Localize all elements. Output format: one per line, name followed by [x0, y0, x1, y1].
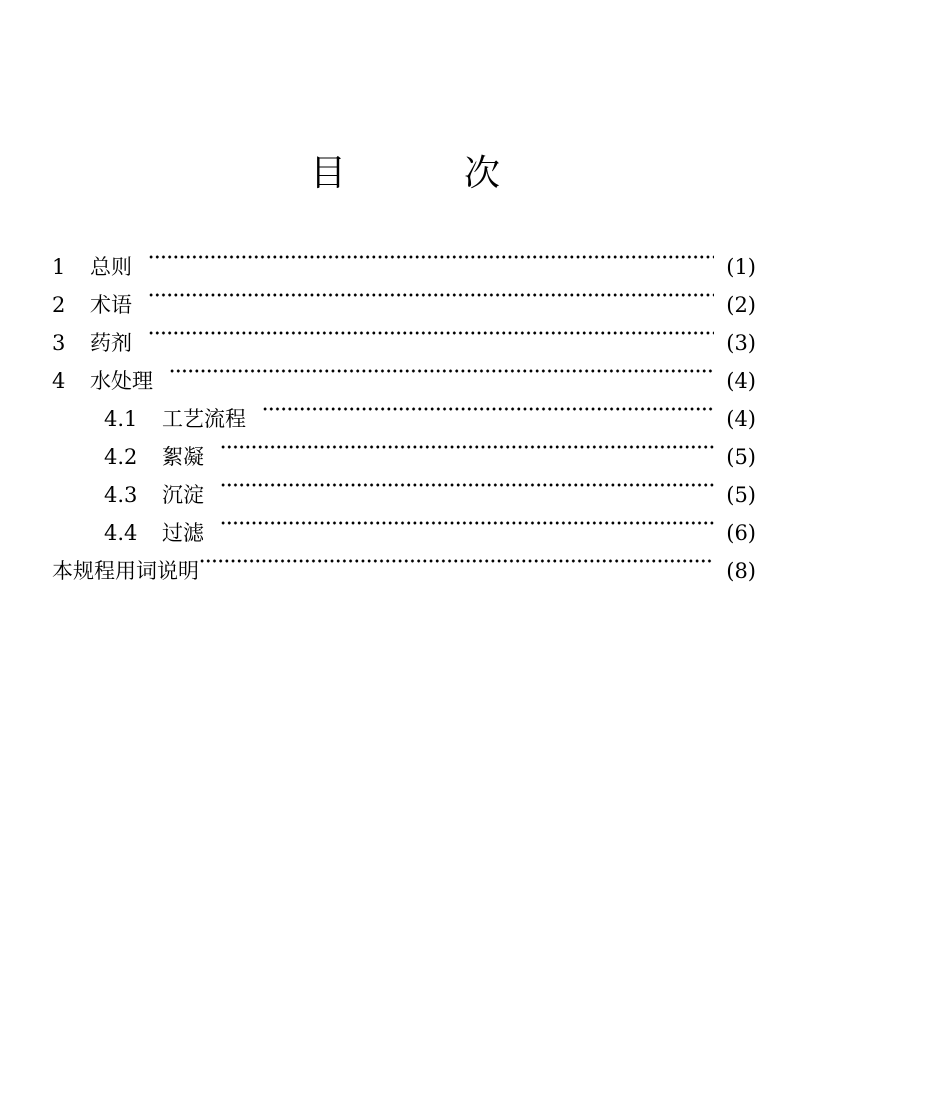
toc-entry-number: 2	[52, 293, 66, 317]
dot-leader	[199, 540, 718, 578]
dot-leader	[262, 388, 718, 426]
toc-entry-page: (8)	[726, 559, 756, 583]
toc-entry-page: (5)	[726, 483, 756, 507]
toc-entry-number: 4.3	[104, 483, 138, 507]
toc-entry-page: (3)	[726, 331, 756, 355]
toc-entry-page: (2)	[726, 293, 756, 317]
dot-leader	[220, 464, 718, 502]
toc-entry-number: 4.1	[104, 407, 138, 431]
toc-list	[52, 236, 756, 583]
title-char-2: 次	[464, 153, 501, 194]
toc-entry-page: (5)	[726, 445, 756, 469]
toc-entry-terms[interactable]	[52, 274, 756, 317]
toc-entry-general-provisions[interactable]	[52, 236, 756, 279]
toc-entry-chemicals[interactable]	[52, 312, 756, 355]
dot-leader	[220, 502, 718, 540]
toc-entry-page: (4)	[726, 407, 756, 431]
page-title	[0, 150, 810, 198]
dot-leader	[148, 274, 718, 312]
toc-entry-number: 3	[52, 331, 66, 355]
toc-entry-number: 4	[52, 369, 66, 393]
toc-entry-page: (4)	[726, 369, 756, 393]
toc-entry-title: 水处理	[90, 369, 153, 393]
dot-leader	[148, 236, 718, 274]
toc-entry-title: 过滤	[162, 521, 204, 545]
dot-leader	[220, 426, 718, 464]
toc-entry-page: (1)	[726, 255, 756, 279]
toc-entry-number: 1	[52, 255, 66, 279]
dot-leader	[169, 350, 718, 388]
toc-entry-number: 4.2	[104, 445, 138, 469]
toc-entry-title: 沉淀	[162, 483, 204, 507]
title-char-1: 目	[309, 153, 346, 194]
dot-leader	[148, 312, 718, 350]
toc-entry-title: 总则	[90, 255, 132, 279]
toc-entry-page: (6)	[726, 521, 756, 545]
toc-entry-title: 工艺流程	[162, 407, 246, 431]
toc-entry-title: 絮凝	[162, 445, 204, 469]
toc-entry-water-treatment[interactable]	[52, 350, 756, 393]
toc-entry-number: 4.4	[104, 521, 138, 545]
toc-entry-title: 本规程用词说明	[52, 559, 199, 583]
toc-entry-title: 药剂	[90, 331, 132, 355]
toc-entry-title: 术语	[90, 293, 132, 317]
